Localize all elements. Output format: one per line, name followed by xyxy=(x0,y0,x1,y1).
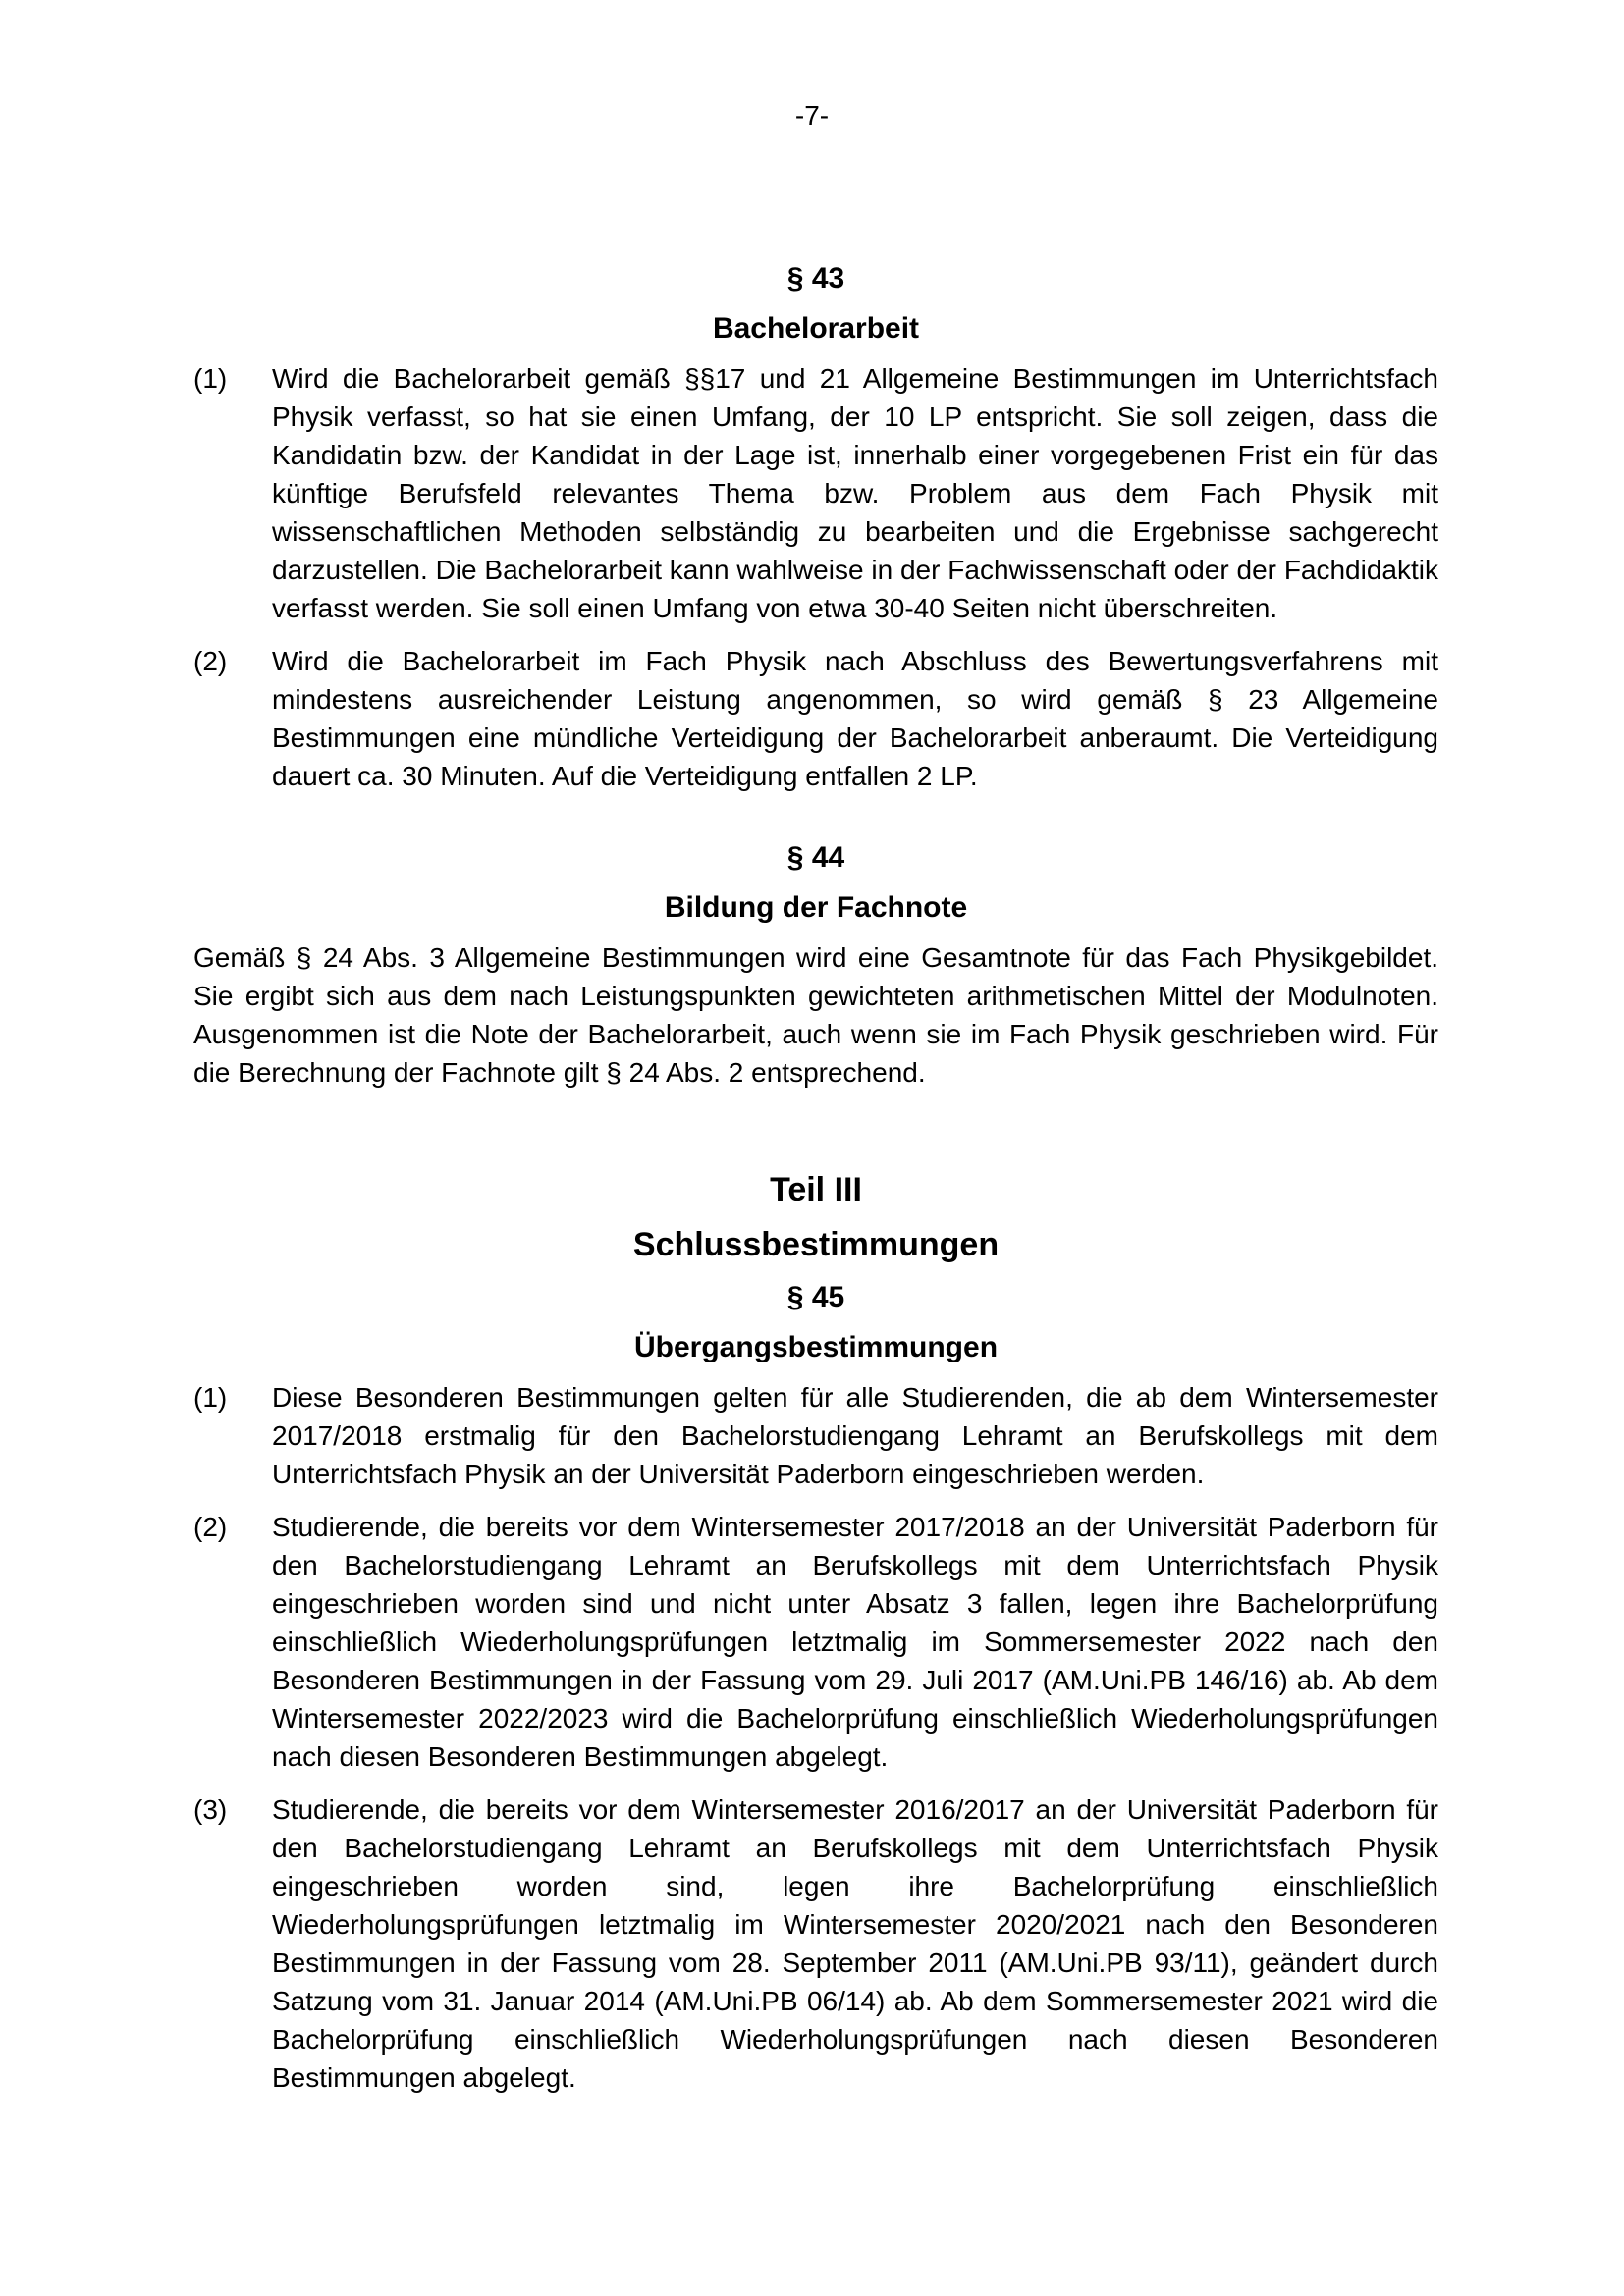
page-content xyxy=(193,259,1438,2111)
paragraph xyxy=(193,1790,1438,2097)
paragraph-text: Wird die Bachelorarbeit gemäß §§17 und 21 Allgemeine Bestimmungen im Unterrichtsfach Physik verfasst, so hat sie einen Umfang, der 10 LP entspricht. Sie soll zeigen, dass die Kandidatin bzw. der Kandidat in der Lage ist, innerhalb einer vorgegebenen Frist ein für das künftige Berufsfeld relevantes Thema bzw. Problem aus dem Fach Physik mit wissenschaftlichen Methoden selbständig zu bearbeiten und die Ergebnisse sachgerecht darzustellen. Die Bachelorarbeit kann wahlweise in der Fachwissenschaft oder der Fachdidaktik verfasst werden. Sie soll einen Umfang von etwa 30-40 Seiten nicht überschreiten. xyxy=(272,363,1438,623)
part-3-label: Teil III xyxy=(770,1171,862,1208)
part-3-title: Schlussbestimmungen xyxy=(632,1226,1000,1263)
paragraph-number: (3) xyxy=(193,1794,228,1825)
paragraph-text: Studierende, die bereits vor dem Wintersemester 2016/2017 an der Universität Paderborn für den Bachelorstudiengang Lehramt an Berufskollegs mit dem Unterrichtsfach Physik eingeschrieben worden sind, legen ihre Bachelorprüfung einschließlich Wiederholungsprüfungen letztmalig im Wintersemester 2020/2021 nach den Besonderen Bestimmungen in der Fassung vom 28. September 2011 (AM.Uni.PB 93/11), geändert durch Satzung vom 31. Januar 2014 (AM.Uni.PB 06/14) ab. Ab dem Sommersemester 2021 wird die Bachelorprüfung einschließlich Wiederholungsprüfungen nach diesen Besonderen Bestimmungen abgelegt. xyxy=(272,1794,1438,2093)
section-43-title: Bachelorarbeit xyxy=(712,312,920,345)
paragraph-number: (1) xyxy=(193,1382,228,1413)
paragraph-number: (1) xyxy=(193,363,228,394)
paragraph-text: Studierende, die bereits vor dem Wintersemester 2017/2018 an der Universität Paderborn für den Bachelorstudiengang Lehramt an Berufskollegs mit dem Unterrichtsfach Physik eingeschrieben worden sind und nicht unter Absatz 3 fallen, legen ihre Bachelorprüfung einschließlich Wiederholungsprüfungen letztmalig im Sommersemester 2022 nach den Besonderen Bestimmungen in der Fassung vom 29. Juli 2017 (AM.Uni.PB 146/16) ab. Ab dem Wintersemester 2022/2023 wird die Bachelorprüfung einschließlich Wiederholungsprüfungen nach diesen Besonderen Bestimmungen abgelegt. xyxy=(272,1512,1438,1772)
page-number: -7- xyxy=(794,100,830,131)
section-44-text: Gemäß § 24 Abs. 3 Allgemeine Bestimmungen wird eine Gesamtnote für das Fach Physikgebildet. Sie ergibt sich aus dem nach Leistungspunkten gewichteten arithmetischen Mittel der Modulnoten. Ausgenommen ist die Note der Bachelorarbeit, auch wenn sie im Fach Physik geschrieben wird. Für die Berechnung der Fachnote gilt § 24 Abs. 2 entsprechend. xyxy=(193,942,1438,1088)
section-45-title: Übergangsbestimmungen xyxy=(633,1331,999,1363)
paragraph-text: Diese Besonderen Bestimmungen gelten für alle Studierenden, die ab dem Wintersemester 2017/2018 erstmalig für den Bachelorstudiengang Lehramt an Berufskollegs mit dem Unterrichtsfach Physik an der Universität Paderborn eingeschrieben werden. xyxy=(272,1382,1438,1489)
paragraph-text: Wird die Bachelorarbeit im Fach Physik nach Abschluss des Bewertungsverfahrens mit mindestens ausreichender Leistung angenommen, so wird gemäß § 23 Allgemeine Bestimmungen eine mündliche Verteidigung der Bachelorarbeit anberaumt. Die Verteidigung dauert ca. 30 Minuten. Auf die Verteidigung entfallen 2 LP. xyxy=(272,646,1438,791)
section-45-number: § 45 xyxy=(786,1281,845,1313)
paragraph xyxy=(193,1508,1438,1776)
section-44-title: Bildung der Fachnote xyxy=(664,891,968,924)
paragraph xyxy=(193,642,1438,795)
paragraph-number: (2) xyxy=(193,646,228,676)
paragraph xyxy=(193,359,1438,627)
section-44-number: § 44 xyxy=(786,841,845,874)
paragraph xyxy=(193,1378,1438,1493)
section-43-number: § 43 xyxy=(786,262,845,294)
paragraph-number: (2) xyxy=(193,1512,228,1542)
